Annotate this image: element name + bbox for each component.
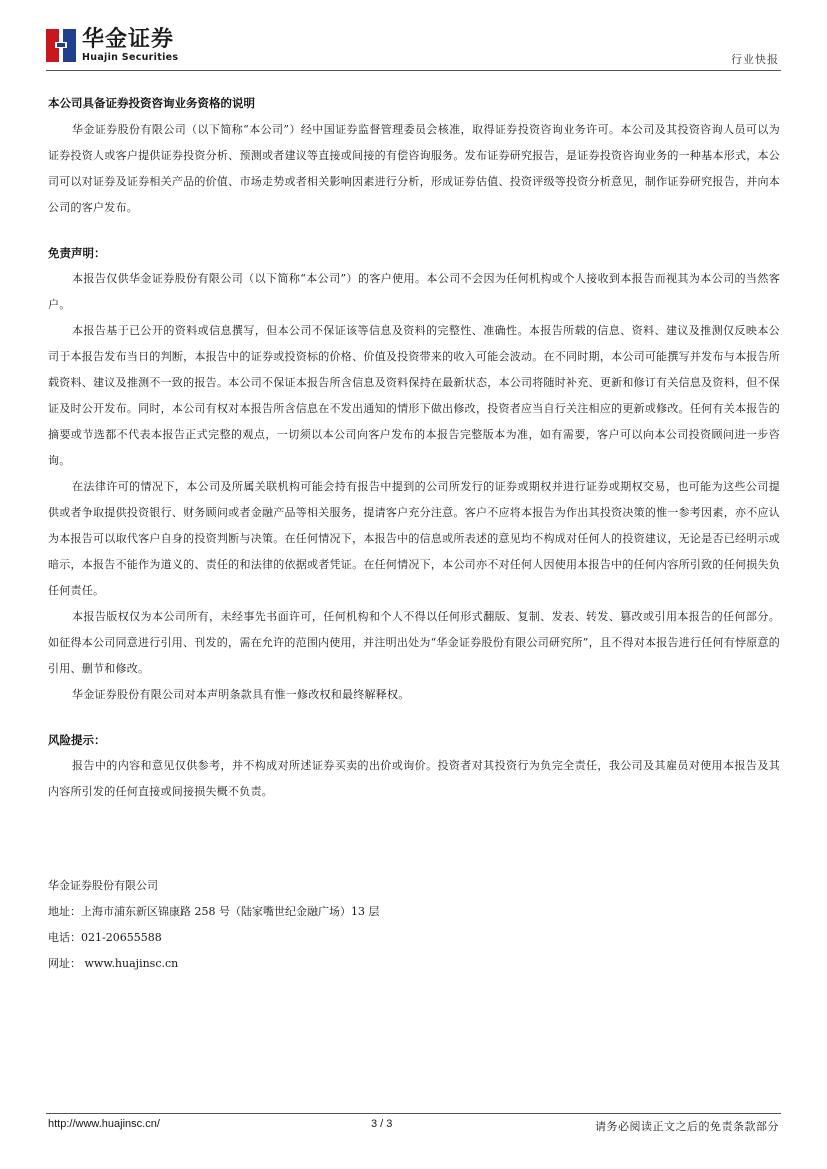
qualification-title: 本公司具备证券投资咨询业务资格的说明 [48,96,255,110]
company-logo [46,28,178,63]
disclaimer-title: 免责声明： [48,246,106,260]
disclaimer-paragraph: 本报告基于已公开的资料或信息撰写，但本公司不保证该等信息及资料的完整性、准确性。本报告所载的信息、资料、建议及推测仅反映本公司于本报告发布当日的判断，本报告中的证券或投资标的价格、价值及投资带来的收入可能会波动。在不同时期，本公司可能撰写并发布与本报告所载资料、建议及推测不一致的报告。本公司不保证本报告所含信息及资料保持在最新状态，本公司将随时补充、更新和修订有关信息及资料，但不保证及时公开发布。同时，本公司有权对本报告所含信息在不发出通知的情形下做出修改，投资者应当自行关注相应的更新或修改。任何有关本报告的摘要或节选都不代表本报告正式完整的观点，一切须以本公司向客户发布的本报告完整版本为准，如有需要，客户可以向本公司投资顾问进一步咨询。 [48,324,780,467]
report-type-label: 行业快报 [731,53,779,66]
page-header [46,26,781,71]
logo-english-name: Huajin Securities [82,52,179,63]
disclaimer-section [48,245,780,708]
contact-company: 华金证券股份有限公司 [48,879,158,892]
disclaimer-paragraph: 华金证券股份有限公司对本声明条款具有惟一修改权和最终解释权。 [72,688,410,701]
contact-info [48,876,379,980]
qualification-paragraph: 华金证券股份有限公司（以下简称“本公司”）经中国证券监督管理委员会核准，取得证券投资咨询业务许可。本公司及其投资咨询人员可以为证券投资人或客户提供证券投资分析、预测或者建议等直接或间接的有偿咨询服务。发布证券研究报告，是证券投资咨询业务的一种基本形式，本公司可以对证券及证券相关产品的价值、市场走势或者相关影响因素进行分析，形成证券估值、投资评级等投资分析意见，制作证券研究报告，并向本公司的客户发布。 [48,123,780,214]
huajin-logo-icon [46,29,76,62]
footer-disclaimer-note: 请务必阅读正文之后的免责条款部分 [595,1120,779,1133]
risk-section [48,732,780,805]
document-body [48,95,780,805]
risk-title: 风险提示： [48,733,106,747]
contact-address: 地址：上海市浦东新区锦康路 258 号（陆家嘴世纪金融广场）13 层 [48,905,380,918]
qualification-section [48,95,780,221]
footer-url-link[interactable]: http://www.huajinsc.cn/ [48,1118,160,1130]
disclaimer-paragraph: 本报告版权仅为本公司所有，未经事先书面许可，任何机构和个人不得以任何形式翻版、复制、发表、转发、篡改或引用本报告的任何部分。如征得本公司同意进行引用、刊发的，需在允许的范围内使用，并注明出处为“华金证券股份有限公司研究所”，且不得对本报告进行任何有悖原意的引用、删节和修改。 [48,610,780,675]
risk-paragraph: 报告中的内容和意见仅供参考，并不构成对所述证券买卖的出价或询价。投资者对其投资行为负完全责任，我公司及其雇员对使用本报告及其内容所引发的任何直接或间接损失概不负责。 [48,759,780,798]
logo-chinese-name: 华金证券 [82,27,175,52]
page-footer [46,1113,781,1138]
disclaimer-paragraph: 本报告仅供华金证券股份有限公司（以下简称“本公司”）的客户使用。本公司不会因为任何机构或个人接收到本报告而视其为本公司的当然客户。 [48,272,780,311]
contact-website: 网址： www.huajinsc.cn [48,957,179,970]
page-number: 3 / 3 [371,1118,393,1130]
contact-phone: 电话：021-20655588 [48,931,162,944]
disclaimer-paragraph: 在法律许可的情况下，本公司及所属关联机构可能会持有报告中提到的公司所发行的证券或期权并进行证券或期权交易，也可能为这些公司提供或者争取提供投资银行、财务顾问或者金融产品等相关服务，提请客户充分注意。客户不应将本报告为作出其投资决策的惟一参考因素，亦不应认为本报告可以取代客户自身的投资判断与决策。在任何情况下，本报告中的信息或所表述的意见均不构成对任何人的投资建议，无论是否已经明示或暗示，本报告不能作为道义的、责任的和法律的依据或者凭证。在任何情况下，本公司亦不对任何人因使用本报告中的任何内容所引致的任何损失负任何责任。 [48,480,780,597]
